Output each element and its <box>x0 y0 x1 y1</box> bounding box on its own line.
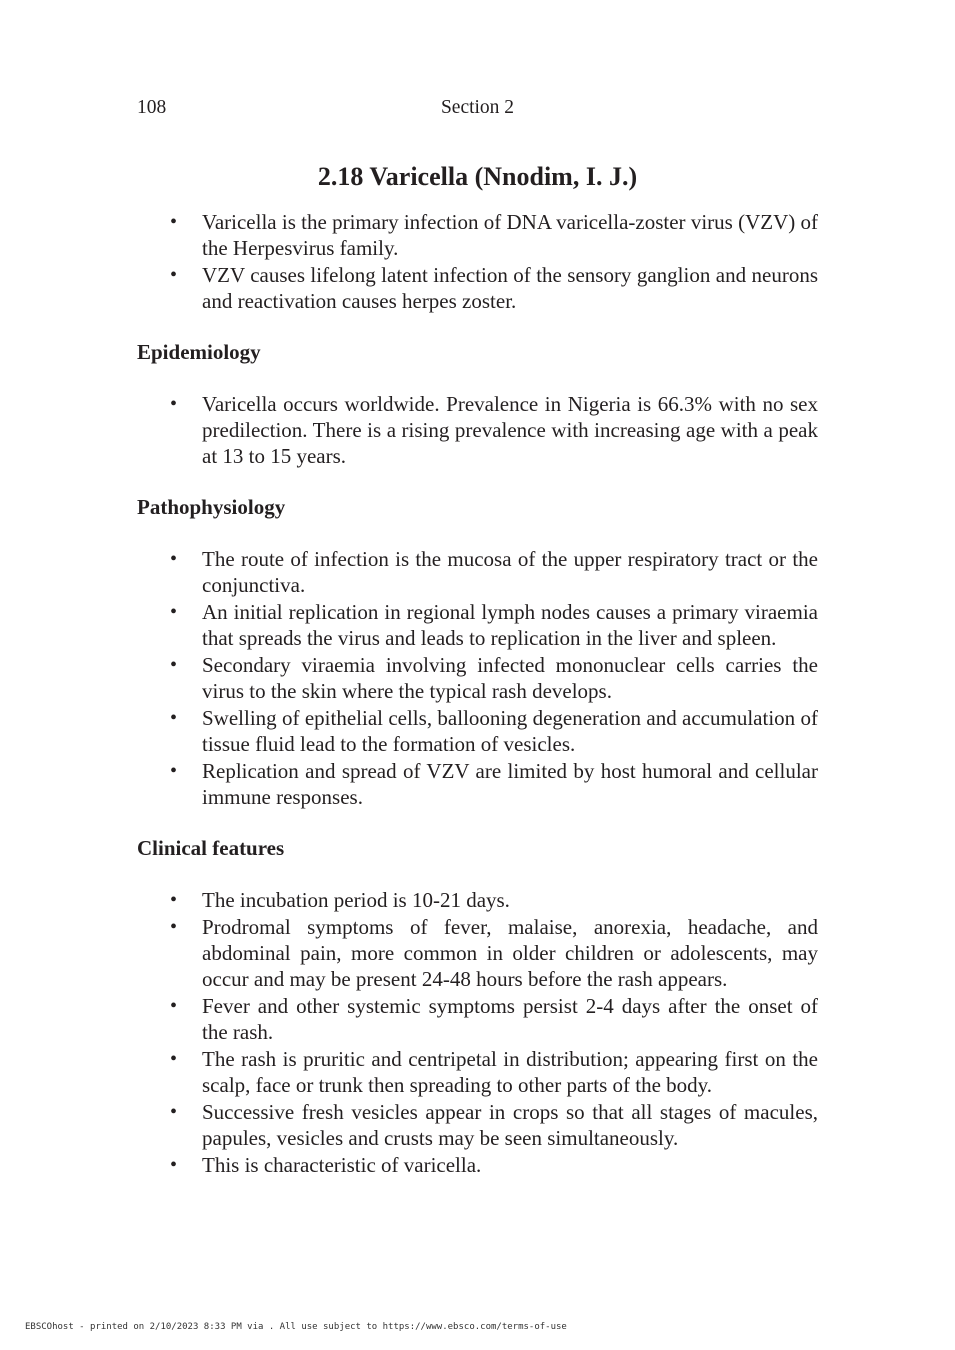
bullet-icon: • <box>170 916 178 938</box>
print-footer: EBSCOhost - printed on 2/10/2023 8:33 PM via . All use subject to https://www.ebsco.com/terms-of-use <box>25 1322 567 1332</box>
bullet-icon: • <box>170 393 178 415</box>
list-item: • Successive fresh vesicles appear in crops so that all stages of macules, papules, vesicles and crusts may be seen simultaneously. <box>170 1100 818 1150</box>
list-item: • Varicella is the primary infection of DNA varicella-zoster virus (VZV) of the Herpesvirus family. <box>170 210 818 260</box>
pathophysiology-heading: Pathophysiology <box>137 495 286 519</box>
bullet-icon: • <box>170 760 178 782</box>
list-item: • Replication and spread of VZV are limited by host humoral and cellular immune responses. <box>170 759 818 809</box>
list-item: • VZV causes lifelong latent infection of the sensory ganglion and neurons and reactivation causes herpes zoster. <box>170 263 818 313</box>
bullet-icon: • <box>170 995 178 1017</box>
epidemiology-list <box>137 391 818 469</box>
page-content <box>137 160 818 1179</box>
bullet-icon: • <box>170 601 178 623</box>
bullet-icon: • <box>170 1154 178 1176</box>
list-item: • The rash is pruritic and centripetal in distribution; appearing first on the scalp, face or trunk then spreading to other parts of the body. <box>170 1047 818 1097</box>
list-item: • The incubation period is 10-21 days. <box>170 888 510 912</box>
list-item: • Swelling of epithelial cells, ballooning degeneration and accumulation of tissue fluid lead to the formation of vesicles. <box>170 706 818 756</box>
epidemiology-heading: Epidemiology <box>137 340 261 364</box>
list-item: • Varicella occurs worldwide. Prevalence in Nigeria is 66.3% with no sex predilection. There is a rising prevalence with increasing age with a peak at 13 to 15 years. <box>170 392 818 468</box>
page-number: 108 <box>137 97 167 118</box>
bullet-icon: • <box>170 889 178 911</box>
list-item: • Fever and other systemic symptoms persist 2-4 days after the onset of the rash. <box>170 994 818 1044</box>
section-label: Section 2 <box>440 97 515 118</box>
list-item: • An initial replication in regional lymph nodes causes a primary viraemia that spreads the virus and leads to replication in the liver and spleen. <box>170 600 818 650</box>
bullet-icon: • <box>170 654 178 676</box>
list-item: • Secondary viraemia involving infected mononuclear cells carries the virus to the skin where the typical rash develops. <box>170 653 818 703</box>
list-item: • The route of infection is the mucosa of the upper respiratory tract or the conjunctiva. <box>170 547 818 597</box>
bullet-icon: • <box>170 548 178 570</box>
clinical-features-heading: Clinical features <box>137 836 285 860</box>
intro-list <box>137 209 818 314</box>
bullet-icon: • <box>170 1048 178 1070</box>
bullet-icon: • <box>170 707 178 729</box>
bullet-icon: • <box>170 264 178 286</box>
bullet-icon: • <box>170 211 178 233</box>
list-item: • Prodromal symptoms of fever, malaise, anorexia, headache, and abdominal pain, more common in older children or adolescents, may occur and may be present 24-48 hours before the rash appears. <box>170 915 818 991</box>
bullet-icon: • <box>170 1101 178 1123</box>
chapter-title: 2.18 Varicella (Nnodim, I. J.) <box>317 162 638 191</box>
list-item: • This is characteristic of varicella. <box>170 1153 482 1177</box>
running-head <box>137 97 818 123</box>
pathophysiology-list <box>137 546 818 810</box>
clinical-features-list <box>137 887 818 1178</box>
